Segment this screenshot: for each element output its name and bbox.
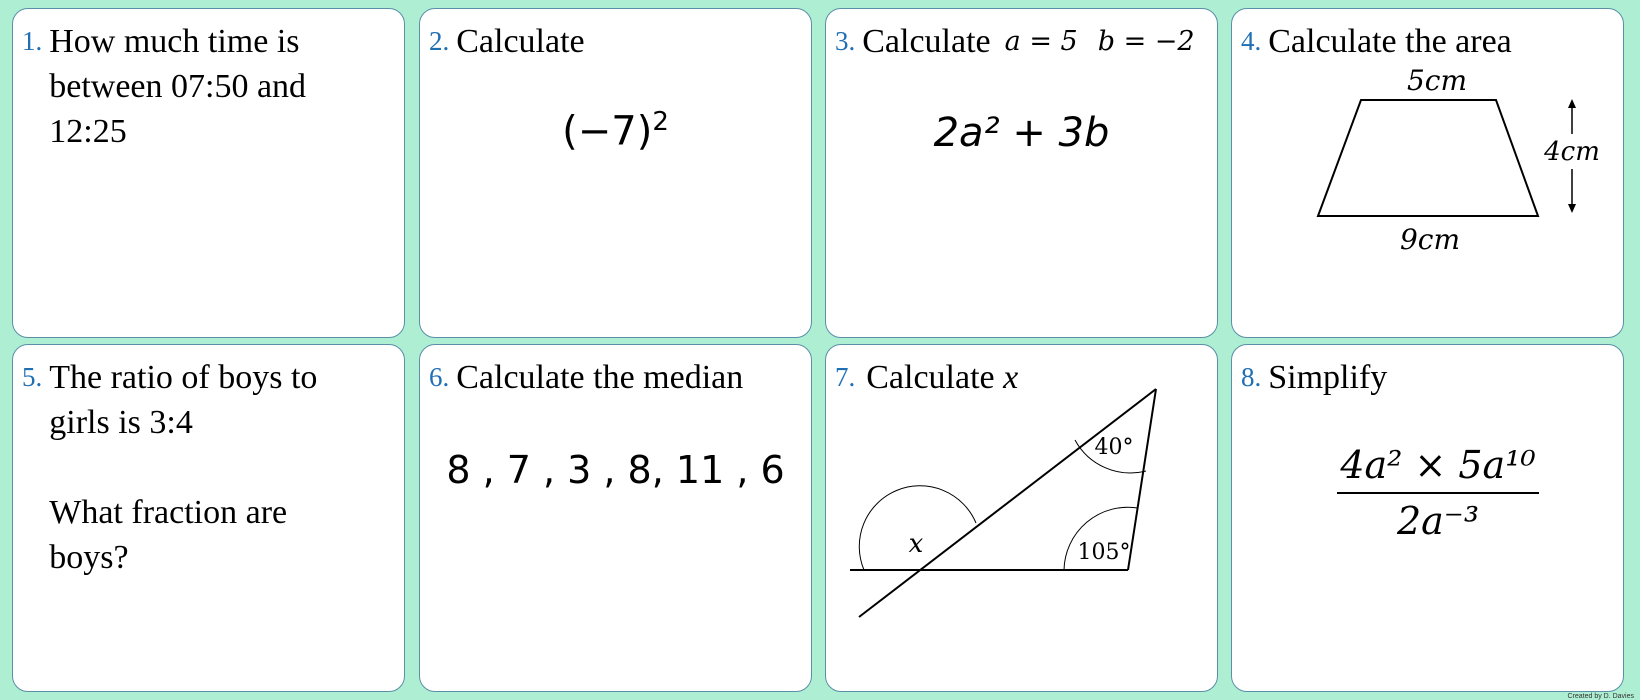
math-expression	[420, 107, 811, 154]
question-card-4	[1231, 8, 1624, 338]
question-number: 4.	[1241, 26, 1262, 56]
right-side	[1128, 389, 1156, 570]
trapezium-diagram	[1232, 9, 1624, 338]
question-line: boys?	[49, 539, 129, 576]
question-variable: x	[1003, 359, 1019, 396]
question-number: 6.	[429, 362, 450, 392]
question-card-8	[1231, 344, 1624, 692]
angle-x-label: x	[908, 529, 924, 559]
question-line: The ratio of boys to	[49, 359, 318, 396]
transversal-line	[859, 389, 1156, 617]
question-number: 3.	[835, 26, 856, 56]
trapezium-shape	[1318, 100, 1538, 216]
angle-diagram	[826, 345, 1218, 692]
question-card-3	[825, 8, 1218, 338]
number-list: 8 , 7 , 3 , 8, 11 , 6	[446, 448, 785, 492]
question-label: Calculate	[866, 359, 995, 396]
fraction-numerator: 4a² × 5a¹⁰	[1340, 443, 1536, 487]
expression-exponent: 2	[652, 107, 669, 137]
question-line: between 07:50 and	[49, 68, 307, 105]
question-line: How much time is	[49, 23, 300, 60]
question-number: 1.	[22, 26, 43, 56]
question-text	[49, 19, 306, 154]
fraction-expression	[1337, 440, 1539, 544]
question-card-7	[825, 344, 1218, 692]
question-text: Calculate	[456, 23, 585, 60]
question-line: 12:25	[49, 113, 127, 150]
value-a: a = 5	[1004, 26, 1078, 57]
arrow-up-icon	[1568, 99, 1576, 108]
question-text: Calculate the area	[1268, 23, 1512, 60]
given-values	[1005, 19, 1195, 64]
expression-base: (−7)	[562, 108, 653, 155]
question-number: 2.	[429, 26, 450, 56]
question-text: Simplify	[1268, 359, 1388, 396]
fraction-denominator: 2a⁻³	[1396, 499, 1480, 543]
angle-40-label: 40°	[1094, 435, 1134, 460]
question-text: Calculate the median	[456, 359, 744, 396]
credit-text: Created by D. Davies	[1567, 693, 1634, 700]
question-line: What fraction are	[49, 494, 288, 531]
top-length-label: 5cm	[1406, 64, 1468, 97]
question-card-5	[12, 344, 405, 692]
height-label: 4cm	[1544, 137, 1600, 167]
arrow-down-icon	[1568, 204, 1576, 213]
question-text: Calculate	[862, 23, 991, 60]
math-expression: 2a² + 3b	[933, 110, 1110, 156]
question-card-6	[419, 344, 812, 692]
question-number: 5.	[22, 362, 43, 392]
question-number: 7.	[835, 362, 856, 392]
question-text	[49, 355, 317, 580]
question-number: 8.	[1241, 362, 1262, 392]
question-card-2	[419, 8, 812, 338]
bottom-length-label: 9cm	[1399, 223, 1461, 256]
value-b: b = −2	[1097, 26, 1195, 57]
question-card-1	[12, 8, 405, 338]
angle-105-label: 105°	[1077, 540, 1131, 565]
question-line: girls is 3:4	[49, 404, 193, 441]
fraction-bar	[1337, 492, 1539, 494]
